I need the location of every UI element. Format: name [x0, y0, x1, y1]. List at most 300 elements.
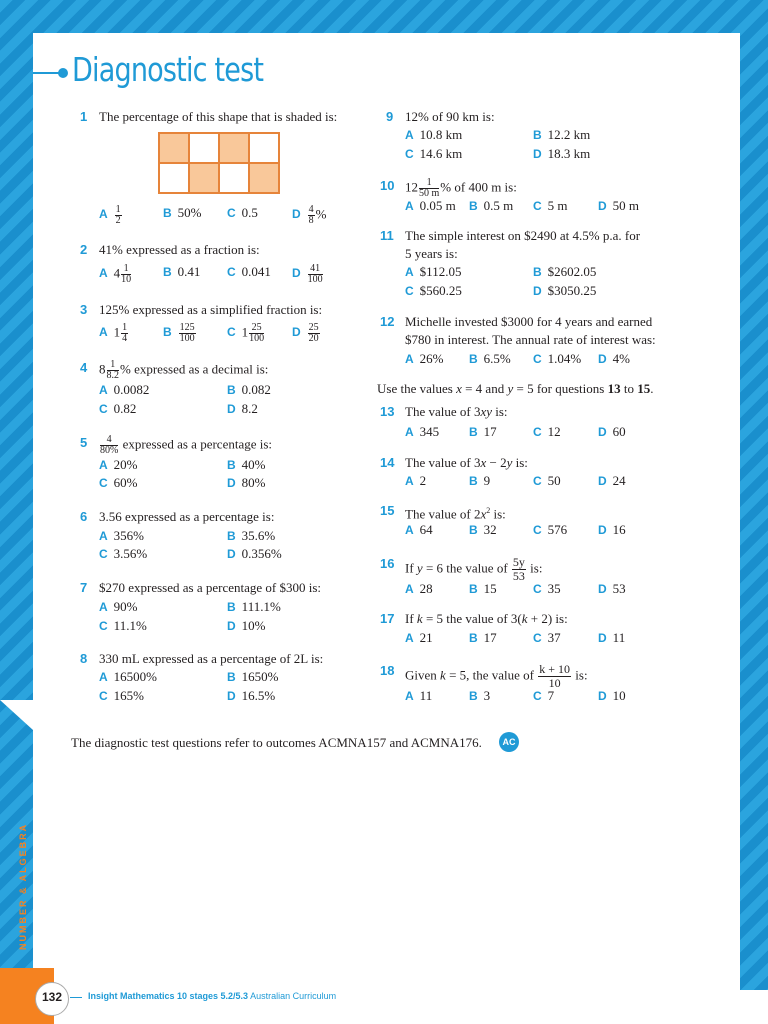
option-letter: C: [99, 402, 108, 416]
option-a: [99, 669, 157, 685]
option-letter: D: [227, 402, 236, 416]
shaded-shape: [158, 132, 280, 194]
option-value: 37: [547, 630, 561, 645]
option-c: [533, 581, 561, 597]
option-c: [533, 630, 561, 646]
fraction: [179, 323, 196, 344]
option-value: $112.05: [419, 264, 462, 279]
numerator: 1: [121, 264, 131, 275]
option-letter: A: [99, 529, 108, 543]
option-value: 1650%: [241, 669, 279, 684]
option-value: 28: [419, 581, 433, 596]
question-number: 2: [80, 242, 88, 257]
option-letter: C: [405, 284, 414, 298]
option-b: [163, 205, 202, 221]
option-value: 17: [483, 424, 497, 439]
option-value: 60: [612, 424, 626, 439]
option-value: $560.25: [419, 283, 462, 298]
question-text-body: = 6 the value of: [422, 560, 511, 576]
option-value: 3: [483, 688, 491, 703]
option-value: 345: [419, 424, 440, 439]
question-text: 12% of 90 km is:: [405, 109, 495, 124]
option-letter: A: [99, 458, 108, 472]
option-letter: A: [405, 474, 414, 488]
option-letter: D: [598, 352, 607, 366]
instruction-part: to: [620, 381, 638, 396]
option-letter: B: [163, 265, 172, 279]
denominator: 8.2: [106, 370, 119, 381]
question-number: 1: [80, 109, 88, 124]
option-d: [292, 323, 321, 344]
option-letter: D: [533, 147, 542, 161]
option-b: [227, 457, 266, 473]
option-value: 1.04%: [547, 351, 582, 366]
corner-fold: [0, 700, 33, 730]
option-letter: A: [405, 425, 414, 439]
option-value: 4%: [612, 351, 631, 366]
option-a: [405, 522, 433, 538]
question-ref: 13: [607, 381, 621, 396]
option-letter: D: [598, 582, 607, 596]
option-d: [227, 546, 282, 562]
option-letter: D: [598, 474, 607, 488]
option-value: 9: [483, 473, 491, 488]
book-title: Insight Mathematics 10 stages 5.2/5.3: [88, 991, 249, 1001]
fraction: [121, 323, 128, 344]
option-value: 3.56%: [113, 546, 148, 561]
option-value: 60%: [113, 475, 138, 490]
option-a: [405, 688, 432, 704]
denominator: 100: [307, 274, 323, 285]
option-letter: C: [99, 619, 108, 633]
outcomes-note: The diagnostic test questions refer to outcomes ACMNA157 and ACMNA176.: [71, 735, 482, 750]
option-d: [227, 618, 266, 634]
option-letter: B: [469, 199, 478, 213]
option-letter: C: [99, 689, 108, 703]
option-value: 11: [612, 630, 626, 645]
option-value: 2: [419, 473, 427, 488]
question-text-line1: Michelle invested $3000 for 4 years and earned: [405, 314, 653, 329]
option-letter: C: [533, 523, 542, 537]
option-value: 64: [419, 522, 433, 537]
option-d: [292, 205, 327, 226]
option-b: [227, 669, 279, 685]
option-c: [405, 146, 462, 162]
option-c: [99, 401, 136, 417]
option-a: [405, 473, 426, 489]
option-value: 0.082: [241, 382, 271, 397]
option-c: [533, 351, 581, 367]
question-text: [405, 663, 588, 690]
option-value: 356%: [113, 528, 145, 543]
option-letter: A: [405, 199, 414, 213]
option-d: [533, 283, 596, 299]
numerator: 1: [419, 178, 439, 189]
option-value: 0.05 m: [419, 198, 456, 213]
option-letter: D: [598, 199, 607, 213]
denominator: 20: [308, 333, 319, 344]
option-a: [405, 424, 439, 440]
option-value: 11: [419, 688, 433, 703]
numerator: 25: [308, 322, 319, 333]
option-d: [227, 401, 258, 417]
question-number: 18: [380, 663, 395, 678]
option-letter: B: [163, 325, 172, 340]
variable: y: [416, 560, 423, 576]
question-number: 13: [380, 404, 395, 419]
fraction: [538, 663, 571, 690]
question-ref: 15: [637, 381, 651, 396]
question-text-body: is:: [492, 404, 508, 419]
option-value: 35.6%: [241, 528, 276, 543]
option-value: 0.041: [241, 264, 271, 279]
section-side-label: NUMBER & ALGEBRA: [18, 822, 28, 950]
option-value: 7: [547, 688, 555, 703]
variable: xy: [480, 404, 492, 419]
question-number: 11: [380, 228, 394, 243]
denominator: 100: [179, 333, 195, 344]
option-letter: C: [99, 547, 108, 561]
option-letter: D: [227, 476, 236, 490]
option-value: 16: [612, 522, 626, 537]
question-text-line2: $780 in interest. The annual rate of interest was:: [405, 332, 656, 347]
option-letter: B: [533, 265, 542, 279]
option-b: [163, 264, 200, 280]
question-number: 3: [80, 302, 88, 317]
question-text: The percentage of this shape that is shaded is:: [99, 109, 338, 124]
instruction-part: .: [650, 381, 654, 396]
option-letter: C: [533, 199, 542, 213]
question-text-body: The value of 3: [405, 404, 481, 419]
option-letter: A: [405, 631, 414, 645]
question-number: 16: [380, 556, 395, 571]
option-letter: B: [533, 128, 542, 142]
option-value: 50 m: [612, 198, 640, 213]
question-number: 5: [80, 435, 88, 450]
shape-cell-shaded: [189, 163, 219, 193]
option-b: [469, 198, 513, 214]
option-value: 10: [612, 688, 626, 703]
question-text-body: If: [405, 560, 417, 576]
question-number: 8: [80, 651, 88, 666]
option-value: 5 m: [547, 198, 568, 213]
option-value: 15: [483, 581, 497, 596]
question-text: [405, 178, 517, 199]
option-d: [533, 146, 590, 162]
denominator: 10: [121, 274, 132, 285]
option-d: [598, 630, 625, 646]
instruction-part: Use the values: [377, 381, 457, 396]
whole-number: 8: [99, 361, 106, 377]
option-d: [598, 581, 626, 597]
option-d: [227, 475, 266, 491]
question-text-body: = 5 the value of 3(: [422, 611, 522, 626]
question-text-body: + 2) is:: [527, 611, 568, 626]
option-c: [227, 264, 271, 280]
option-value: 0.0082: [113, 382, 150, 397]
question-text: 41% expressed as a fraction is:: [99, 242, 260, 257]
question-text-body: The value of 2: [405, 506, 481, 522]
question-text: [99, 435, 272, 456]
option-letter: B: [227, 670, 236, 684]
option-value: 20%: [113, 457, 138, 472]
instruction-part: = 4 and: [461, 381, 508, 396]
question-text-body: − 2: [486, 455, 507, 470]
option-value: 21: [419, 630, 433, 645]
shape-cell-shaded: [159, 133, 189, 163]
option-d: [598, 688, 626, 704]
option-letter: C: [533, 631, 542, 645]
option-value: 17: [483, 630, 497, 645]
option-value: 0.5 m: [483, 198, 514, 213]
option-b: [469, 688, 490, 704]
option-c: [533, 522, 567, 538]
option-value: 12.2 km: [547, 127, 591, 142]
question-number: 12: [380, 314, 395, 329]
denominator: 50 m: [419, 188, 440, 199]
option-value: 90%: [113, 599, 138, 614]
denominator: 53: [512, 569, 525, 583]
option-a: [99, 323, 129, 344]
option-value: 8.2: [241, 401, 258, 416]
variable: k: [440, 667, 446, 683]
option-b: [469, 522, 497, 538]
numerator: 1: [107, 360, 120, 371]
option-letter: B: [469, 523, 478, 537]
option-value: 11.1%: [113, 618, 147, 633]
question-text-body: is:: [490, 506, 506, 522]
fraction: [512, 556, 526, 583]
question-text: [405, 455, 528, 471]
option-letter: B: [469, 352, 478, 366]
shape-cell: [159, 163, 189, 193]
option-value: 50: [547, 473, 561, 488]
option-letter: C: [533, 582, 542, 596]
option-value: 18.3 km: [547, 146, 591, 161]
question-text-body: % of 400 m is:: [440, 179, 517, 195]
option-c: [533, 688, 554, 704]
option-value: 80%: [241, 475, 266, 490]
instruction-text: [377, 381, 653, 397]
question-number: 4: [80, 360, 88, 375]
question-text: 3.56 expressed as a percentage is:: [99, 509, 275, 524]
option-letter: C: [227, 265, 236, 279]
option-letter: A: [405, 265, 414, 279]
numerator: 41: [308, 264, 323, 275]
option-value: 165%: [113, 688, 145, 703]
option-letter: A: [405, 352, 414, 366]
fraction: [308, 205, 315, 226]
fraction: [249, 323, 264, 344]
option-a: [99, 528, 144, 544]
option-c: [533, 198, 568, 214]
question-text: 330 mL expressed as a percentage of 2L is:: [99, 651, 324, 666]
option-value: 10.8 km: [419, 127, 463, 142]
option-value: 40%: [241, 457, 266, 472]
question-text-body: expressed as a percentage is:: [119, 436, 273, 452]
page-title: Diagnostic test: [72, 50, 264, 89]
option-letter: B: [163, 206, 172, 220]
instruction-part: = 5 for questions: [513, 381, 608, 396]
option-a: [405, 630, 433, 646]
fraction: [100, 435, 118, 456]
question-text: 125% expressed as a simplified fraction is:: [99, 302, 323, 317]
numerator: 1: [122, 322, 128, 333]
option-c: [99, 688, 144, 704]
option-a: [99, 599, 138, 615]
option-a: [405, 581, 433, 597]
option-letter: D: [598, 631, 607, 645]
option-value: 26%: [419, 351, 444, 366]
option-d: [292, 264, 324, 285]
option-b: [469, 581, 497, 597]
option-letter: D: [598, 425, 607, 439]
option-letter: D: [292, 325, 301, 340]
option-suffix: %: [315, 206, 327, 222]
option-c: [99, 546, 147, 562]
variable: x: [480, 455, 487, 470]
question-text: [405, 611, 568, 627]
variable: x: [480, 506, 487, 522]
option-value: 53: [612, 581, 626, 596]
option-letter: D: [292, 266, 301, 281]
option-d: [598, 522, 626, 538]
option-c: [99, 618, 147, 634]
option-d: [598, 351, 630, 367]
denominator: 2: [115, 215, 121, 226]
option-letter: A: [99, 266, 108, 281]
denominator: 4: [122, 333, 128, 344]
shape-cell: [189, 133, 219, 163]
option-value: 0.5: [241, 205, 258, 220]
fraction: [308, 323, 320, 344]
option-value: 0.41: [177, 264, 201, 279]
exponent: 2: [486, 506, 491, 515]
denominator: 80%: [100, 445, 119, 456]
question-number: 17: [380, 611, 395, 626]
option-letter: D: [533, 284, 542, 298]
footer-arrow: [70, 997, 82, 998]
variable: k: [416, 611, 423, 626]
question-text-body: If: [405, 611, 417, 626]
fraction: [419, 178, 439, 199]
option-letter: C: [99, 476, 108, 490]
whole-number: 4: [113, 265, 121, 281]
question-text-body: is:: [512, 455, 528, 470]
option-value: $2602.05: [547, 264, 597, 279]
option-letter: D: [598, 523, 607, 537]
denominator: 10: [548, 676, 561, 690]
option-letter: B: [227, 600, 236, 614]
fraction: [308, 264, 323, 285]
option-d: [598, 424, 626, 440]
option-letter: D: [227, 547, 236, 561]
question-number: 7: [80, 580, 88, 595]
question-text-line2: 5 years is:: [405, 246, 458, 261]
option-value: 111.1%: [241, 599, 281, 614]
option-letter: B: [227, 383, 236, 397]
option-c: [99, 475, 138, 491]
question-text-body: is:: [526, 560, 543, 576]
option-b: [227, 528, 275, 544]
numerator: 125: [179, 322, 195, 333]
option-letter: B: [469, 689, 478, 703]
option-a: [405, 127, 462, 143]
numerator: 4: [100, 435, 118, 446]
shape-cell: [219, 163, 249, 193]
option-letter: B: [469, 474, 478, 488]
option-value: 24: [612, 473, 626, 488]
option-letter: B: [227, 529, 236, 543]
question-text: $270 expressed as a percentage of $300 is:: [99, 580, 322, 595]
option-letter: D: [227, 619, 236, 633]
question-text-body: Given: [405, 667, 441, 683]
question-text: [99, 360, 268, 381]
option-c: [227, 205, 258, 221]
option-letter: B: [227, 458, 236, 472]
option-letter: C: [227, 325, 236, 340]
question-text: [405, 404, 508, 420]
option-value: 16.5%: [241, 688, 276, 703]
option-b: [163, 323, 197, 344]
option-a: [99, 457, 138, 473]
footer-dotted-line: [0, 997, 35, 998]
option-letter: D: [292, 207, 301, 222]
option-letter: D: [598, 689, 607, 703]
option-b: [533, 127, 590, 143]
option-letter: D: [227, 689, 236, 703]
option-letter: C: [533, 352, 542, 366]
option-a: [405, 351, 444, 367]
option-letter: C: [533, 689, 542, 703]
numerator: 5y: [512, 555, 525, 569]
option-b: [469, 424, 497, 440]
variable: k: [521, 611, 528, 626]
fraction: [107, 360, 120, 381]
option-value: 6.5%: [483, 351, 511, 366]
curriculum-label: Australian Curriculum: [250, 991, 337, 1001]
fraction: [121, 264, 131, 285]
option-letter: B: [469, 425, 478, 439]
question-text: [405, 556, 542, 583]
option-b: [227, 599, 281, 615]
whole-number: 1: [113, 324, 121, 340]
question-text: [405, 503, 506, 522]
ac-icon: AC: [499, 732, 519, 752]
option-a: [99, 264, 132, 285]
option-letter: A: [99, 383, 108, 397]
denominator: 100: [249, 333, 265, 344]
shape-cell: [249, 133, 279, 163]
option-letter: C: [533, 474, 542, 488]
shape-cell-shaded: [219, 133, 249, 163]
option-c: [533, 473, 561, 489]
option-value: 35: [547, 581, 561, 596]
question-text-body: % expressed as a decimal is:: [120, 361, 269, 377]
question-text-body: The value of 3: [405, 455, 481, 470]
question-number: 14: [380, 455, 395, 470]
option-value: 576: [547, 522, 568, 537]
option-a: [405, 264, 461, 280]
option-value: 50%: [177, 205, 202, 220]
option-c: [533, 424, 561, 440]
option-b: [469, 351, 511, 367]
numerator: 25: [249, 323, 264, 334]
option-d: [598, 198, 639, 214]
option-value: 12: [547, 424, 561, 439]
numerator: 1: [115, 204, 121, 215]
page-number: 132: [41, 990, 63, 1004]
